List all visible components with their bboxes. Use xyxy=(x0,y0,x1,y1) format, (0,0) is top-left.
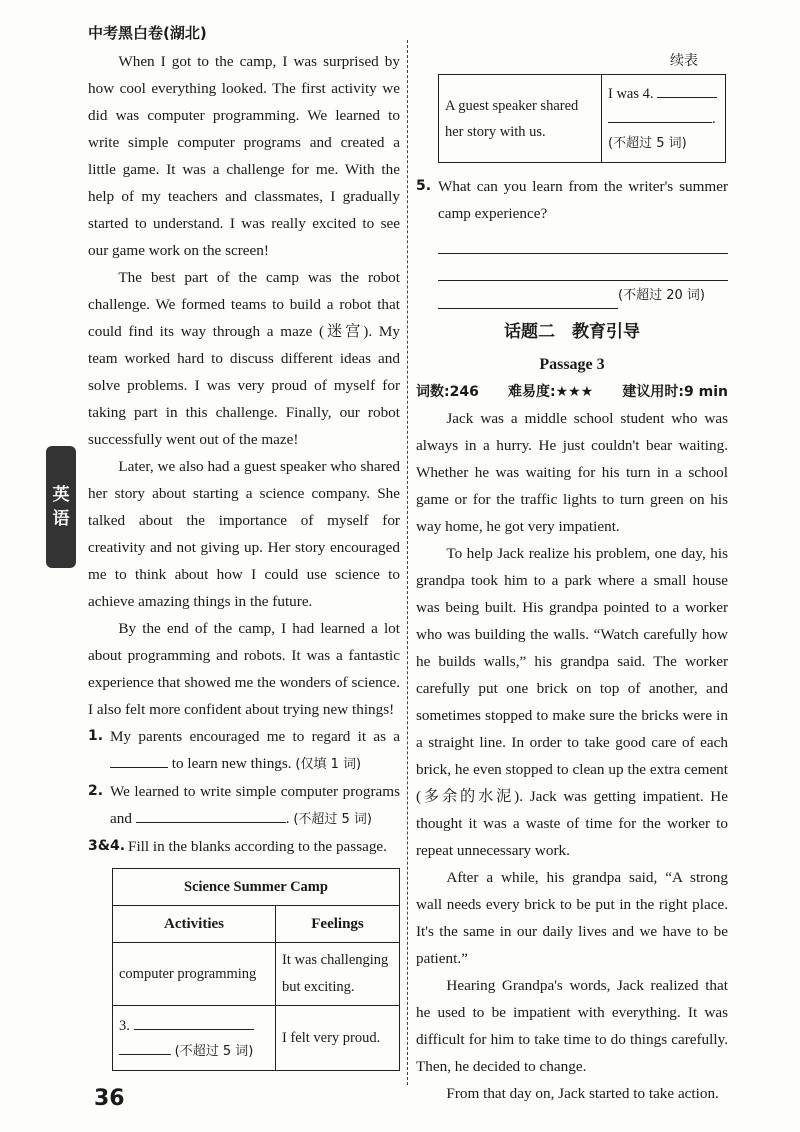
summary-table xyxy=(112,868,400,1071)
question-text: . xyxy=(285,810,290,827)
difficulty-rating: 难易度:★★★ xyxy=(507,384,594,400)
table-cell: computer programming xyxy=(113,943,276,1006)
answer-blank[interactable] xyxy=(608,106,712,123)
table-header: Feelings xyxy=(276,906,400,943)
answer-blank[interactable] xyxy=(136,806,286,823)
table-cell xyxy=(113,1006,276,1071)
word-limit-note: (不超过 5 词) xyxy=(293,812,373,827)
table-title: Science Summer Camp xyxy=(113,869,400,906)
table-row xyxy=(113,1006,400,1071)
passage-paragraph: To help Jack realize his problem, one day, his grandpa took him to a park where a small house was being built. His grandpa pointed to a worker who was building the walls. “Watch carefully how he builds walls,” his grandpa said. The worker carefully put one brick on top of another, and sometimes stopped to make sure the bricks were in a straight line. In order to take good care of each brick, he even stopped to clean up the extra cement (多余的水泥). Jack was getting impatient. He thought it was a waste of time for the worker to repeat unnecessary work. xyxy=(416,545,728,859)
passage-paragraph: By the end of the camp, I had learned a lot about programming and robots. It was a fantastic experience that showed me the wonders of science. I also felt more confident about trying new things! xyxy=(88,620,400,718)
table-row xyxy=(113,943,400,1006)
question-text: We learned to write simple computer programs and xyxy=(110,783,400,827)
subject-side-tab xyxy=(46,446,76,568)
table-cell: I was 4. . (不超过 5 词) xyxy=(602,75,726,163)
blank-label: I was 4. xyxy=(608,86,654,102)
passage-paragraph: When I got to the camp, I was surprised by how cool everything looked. The first activity we did was computer programming. We learned to write simple computer programs and created a little game. It was a challenge for me. With the help of my teachers and classmates, I gradually started to understand. I was really excited to see our game work on the screen! xyxy=(88,53,400,259)
table-cell: It was challenging but exciting. xyxy=(276,943,400,1006)
question-number: 1. xyxy=(88,728,104,744)
answer-line[interactable] xyxy=(438,254,728,281)
suggested-time: 建议用时:9 min xyxy=(622,384,728,400)
answer-line[interactable] xyxy=(438,227,728,254)
table-row xyxy=(439,75,726,163)
passage-paragraph: After a while, his grandpa said, “A strong wall needs every brick to be put in the right place. It's the same in our daily lives and we have to be patient.” xyxy=(416,869,728,967)
word-limit-note: (不超过 20 词) xyxy=(618,288,705,303)
section-title: 话题二 教育引导 xyxy=(504,322,640,342)
question-text: My parents encouraged me to regard it as a xyxy=(110,728,400,745)
page-number: 36 xyxy=(94,1086,125,1111)
continued-table xyxy=(438,74,726,163)
passage-title: Passage 3 xyxy=(539,356,605,373)
right-column xyxy=(416,50,728,1107)
answer-blank[interactable] xyxy=(134,1013,254,1030)
table-cell: I felt very proud. xyxy=(276,1006,400,1071)
question-number: 5. xyxy=(416,178,432,194)
question-number: 2. xyxy=(88,783,104,799)
answer-line-last xyxy=(438,281,728,309)
passage-paragraph: Jack was a middle school student who was always in a hurry. He just couldn't bear waiting. Whether he was waiting for his turn in a school game or for the traffic lights to turn green on his way home, he got very impatient. xyxy=(416,410,728,535)
answer-blank[interactable] xyxy=(119,1038,171,1055)
page-header: 中考黑白卷(湖北) xyxy=(88,24,207,42)
passage-paragraph: Hearing Grandpa's words, Jack realized that he used to be impatient with everything. It was difficult for him to take time to do things carefully. Then, he decided to change. xyxy=(416,977,728,1075)
table-header: Activities xyxy=(113,906,276,943)
question-1 xyxy=(88,723,400,778)
side-tab-char: 英 xyxy=(52,485,70,505)
side-tab-char: 语 xyxy=(52,509,70,529)
question-number: 3&4. xyxy=(88,838,126,854)
question-5 xyxy=(416,173,728,227)
column-divider xyxy=(407,40,409,1085)
word-count: 词数:246 xyxy=(416,384,479,400)
passage-meta xyxy=(416,379,728,405)
table-cell: A guest speaker shared her story with us. xyxy=(439,75,602,163)
question-text: to learn new things. xyxy=(171,755,292,772)
passage-paragraph: The best part of the camp was the robot challenge. We formed teams to build a robot that could find its way through a maze (迷宫). My team worked hard to discuss different ideas and solve problems. I was very proud of myself for taking part in this challenge. Finally, our robot successfully went out of the maze! xyxy=(88,269,400,448)
passage-paragraph: From that day on, Jack started to take action. xyxy=(446,1085,719,1102)
answer-blank[interactable] xyxy=(438,292,618,309)
question-3-4 xyxy=(88,833,400,860)
question-2 xyxy=(88,778,400,833)
passage-paragraph: Later, we also had a guest speaker who shared her story about starting a science company. She talked about the importance of myself for creativity and not giving up. Her story encouraged me to think about how I could use science to achieve amazing things in the future. xyxy=(88,458,400,610)
blank-label: 3. xyxy=(119,1017,130,1034)
word-limit-note: (不超过 5 词) xyxy=(608,136,687,151)
answer-blank[interactable] xyxy=(110,751,168,768)
answer-blank[interactable] xyxy=(657,81,717,98)
question-text: Fill in the blanks according to the passage. xyxy=(128,838,387,855)
word-limit-note: (仅填 1 词) xyxy=(295,757,362,772)
word-limit-note: (不超过 5 词) xyxy=(174,1043,254,1059)
left-column xyxy=(88,48,400,1071)
continued-table-label: 续表 xyxy=(670,53,698,69)
question-text: What can you learn from the writer's summer camp experience? xyxy=(438,178,728,222)
